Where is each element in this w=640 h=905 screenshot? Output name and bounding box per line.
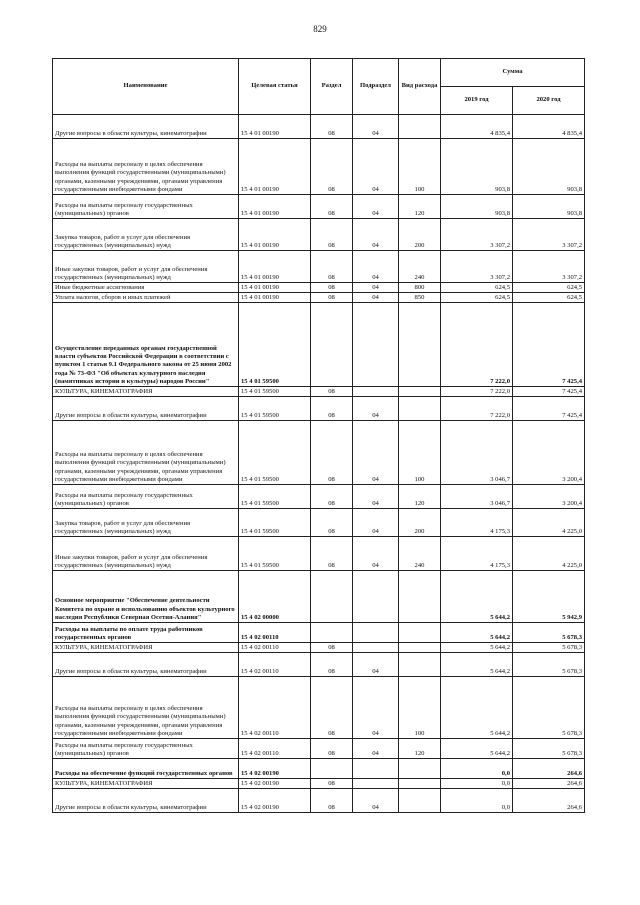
row-name: Иные закупки товаров, работ и услуг для обеспечения государственных (муниципальных) нужд: [53, 537, 239, 571]
row-subsection: 04: [353, 739, 399, 759]
row-expense-type: [399, 115, 441, 139]
budget-table: [52, 58, 585, 813]
header-year-2020: 2020 год: [513, 87, 585, 115]
row-target-code: 15 4 01 59500: [239, 421, 311, 485]
table-row: [53, 509, 585, 537]
table-row: [53, 571, 585, 623]
table-row: [53, 485, 585, 509]
row-expense-type: [399, 653, 441, 677]
row-section: 08: [311, 219, 353, 251]
row-target-code: 15 4 01 00190: [239, 139, 311, 195]
row-target-code: 15 4 02 00110: [239, 643, 311, 653]
row-amount-2019: 5 644,2: [441, 653, 513, 677]
header-subsection: Подраздел: [353, 59, 399, 115]
table-row: [53, 623, 585, 643]
row-section: 08: [311, 789, 353, 813]
row-subsection: 04: [353, 677, 399, 739]
row-target-code: 15 4 01 59500: [239, 397, 311, 421]
row-amount-2020: 264,6: [513, 789, 585, 813]
row-subsection: 04: [353, 195, 399, 219]
row-expense-type: [399, 789, 441, 813]
row-amount-2019: 5 644,2: [441, 677, 513, 739]
row-amount-2020: 5 678,3: [513, 653, 585, 677]
row-subsection: 04: [353, 421, 399, 485]
table-row: [53, 537, 585, 571]
row-section: 08: [311, 397, 353, 421]
table-row: [53, 677, 585, 739]
row-expense-type: 200: [399, 509, 441, 537]
row-amount-2020: 624,5: [513, 283, 585, 293]
row-target-code: 15 4 02 00000: [239, 571, 311, 623]
row-name: КУЛЬТУРА, КИНЕМАТОГРАФИЯ: [53, 387, 239, 397]
row-name: КУЛЬТУРА, КИНЕМАТОГРАФИЯ: [53, 643, 239, 653]
row-target-code: 15 4 02 00110: [239, 677, 311, 739]
row-amount-2019: 5 644,2: [441, 739, 513, 759]
row-expense-type: 850: [399, 293, 441, 303]
row-expense-type: [399, 643, 441, 653]
row-expense-type: [399, 571, 441, 623]
row-subsection: 04: [353, 219, 399, 251]
table-row: [53, 387, 585, 397]
row-name: Другие вопросы в области культуры, кинематографии: [53, 789, 239, 813]
row-amount-2019: 624,5: [441, 293, 513, 303]
row-name: Иные закупки товаров, работ и услуг для обеспечения государственных (муниципальных) нужд: [53, 251, 239, 283]
row-target-code: 15 4 01 00190: [239, 195, 311, 219]
header-amount: Сумма: [441, 59, 585, 87]
row-expense-type: [399, 303, 441, 387]
row-amount-2020: 903,8: [513, 139, 585, 195]
row-amount-2020: 5 678,3: [513, 739, 585, 759]
row-expense-type: 100: [399, 139, 441, 195]
row-section: [311, 759, 353, 779]
row-amount-2020: 7 425,4: [513, 303, 585, 387]
row-section: 08: [311, 387, 353, 397]
table-row: [53, 115, 585, 139]
row-target-code: 15 4 01 00190: [239, 219, 311, 251]
row-expense-type: 100: [399, 677, 441, 739]
table-row: [53, 421, 585, 485]
row-amount-2020: 3 307,2: [513, 251, 585, 283]
row-expense-type: [399, 397, 441, 421]
row-name: Иные бюджетные ассигнования: [53, 283, 239, 293]
row-amount-2019: 903,8: [441, 139, 513, 195]
table-row: [53, 303, 585, 387]
row-subsection: 04: [353, 293, 399, 303]
row-section: 08: [311, 283, 353, 293]
row-amount-2019: 4 175,3: [441, 509, 513, 537]
row-section: [311, 623, 353, 643]
row-name: Расходы на обеспечение функций государственных органов: [53, 759, 239, 779]
row-section: 08: [311, 779, 353, 789]
row-expense-type: [399, 623, 441, 643]
row-name: Другие вопросы в области культуры, кинематографии: [53, 653, 239, 677]
row-section: 08: [311, 293, 353, 303]
row-name: Расходы на выплаты персоналу в целях обеспечения выполнения функций государственными (муниципальными) органами, казенными учреждениями, органами управления государственными внебюджетными фондами: [53, 421, 239, 485]
row-expense-type: 120: [399, 195, 441, 219]
row-amount-2020: 264,6: [513, 779, 585, 789]
row-target-code: 15 4 02 00190: [239, 759, 311, 779]
table-row: [53, 739, 585, 759]
row-amount-2019: 5 644,2: [441, 571, 513, 623]
row-amount-2019: 5 644,2: [441, 623, 513, 643]
row-target-code: 15 4 02 00110: [239, 739, 311, 759]
row-section: 08: [311, 739, 353, 759]
row-amount-2019: 4 835,4: [441, 115, 513, 139]
row-name: Закупка товаров, работ и услуг для обеспечения государственных (муниципальных) нужд: [53, 509, 239, 537]
row-amount-2020: 903,8: [513, 195, 585, 219]
row-amount-2020: 3 200,4: [513, 421, 585, 485]
row-subsection: 04: [353, 139, 399, 195]
row-section: 08: [311, 653, 353, 677]
row-expense-type: 100: [399, 421, 441, 485]
header-expense-type: Вид расхода: [399, 59, 441, 115]
row-amount-2020: 5 678,3: [513, 643, 585, 653]
row-target-code: 15 4 02 00110: [239, 623, 311, 643]
row-target-code: 15 4 01 00190: [239, 283, 311, 293]
row-subsection: 04: [353, 251, 399, 283]
row-name: Осуществление переданных органам государственной власти субъектов Российской Федерации в соответствии с пунктом 1 статьи 9.1 Федерального закона от 25 июня 2002 года № 73-ФЗ "Об объектах культурного наследия (памятниках истории и культуры) народов России": [53, 303, 239, 387]
row-name: КУЛЬТУРА, КИНЕМАТОГРАФИЯ: [53, 779, 239, 789]
row-name: Расходы на выплаты персоналу государственных (муниципальных) органов: [53, 485, 239, 509]
row-target-code: 15 4 01 00190: [239, 251, 311, 283]
row-expense-type: [399, 779, 441, 789]
row-amount-2019: 0,0: [441, 759, 513, 779]
row-section: 08: [311, 139, 353, 195]
row-amount-2019: 0,0: [441, 779, 513, 789]
row-subsection: [353, 387, 399, 397]
table-row: [53, 789, 585, 813]
table-row: [53, 779, 585, 789]
row-amount-2020: 7 425,4: [513, 397, 585, 421]
row-section: 08: [311, 251, 353, 283]
table-row: [53, 251, 585, 283]
row-subsection: 04: [353, 283, 399, 293]
table-row: [53, 139, 585, 195]
row-section: 08: [311, 115, 353, 139]
row-section: 08: [311, 509, 353, 537]
row-section: 08: [311, 195, 353, 219]
row-subsection: [353, 643, 399, 653]
row-amount-2020: 4 835,4: [513, 115, 585, 139]
table-row: [53, 293, 585, 303]
row-subsection: 04: [353, 397, 399, 421]
row-amount-2019: 7 222,0: [441, 303, 513, 387]
row-subsection: 04: [353, 115, 399, 139]
row-amount-2019: 7 222,0: [441, 397, 513, 421]
row-name: Другие вопросы в области культуры, кинематографии: [53, 397, 239, 421]
header-target: Целевая статья: [239, 59, 311, 115]
table-row: [53, 759, 585, 779]
row-target-code: 15 4 02 00190: [239, 779, 311, 789]
row-target-code: 15 4 01 59500: [239, 537, 311, 571]
row-amount-2020: 264,6: [513, 759, 585, 779]
row-amount-2020: 7 425,4: [513, 387, 585, 397]
table-row: [53, 643, 585, 653]
row-expense-type: 200: [399, 219, 441, 251]
row-subsection: [353, 759, 399, 779]
row-amount-2020: 5 678,3: [513, 623, 585, 643]
row-expense-type: [399, 387, 441, 397]
row-name: Другие вопросы в области культуры, кинематографии: [53, 115, 239, 139]
row-amount-2020: 3 200,4: [513, 485, 585, 509]
row-amount-2019: 3 307,2: [441, 251, 513, 283]
row-amount-2019: 3 046,7: [441, 421, 513, 485]
table-row: [53, 219, 585, 251]
row-subsection: 04: [353, 789, 399, 813]
row-section: 08: [311, 643, 353, 653]
row-amount-2020: 4 225,0: [513, 537, 585, 571]
row-subsection: [353, 779, 399, 789]
row-subsection: 04: [353, 537, 399, 571]
header-name: Наименование: [53, 59, 239, 115]
row-expense-type: 240: [399, 251, 441, 283]
row-expense-type: 240: [399, 537, 441, 571]
row-name: Расходы на выплаты по оплате труда работников государственных органов: [53, 623, 239, 643]
row-amount-2019: 4 175,3: [441, 537, 513, 571]
row-name: Расходы на выплаты персоналу государственных (муниципальных) органов: [53, 195, 239, 219]
row-target-code: 15 4 01 00190: [239, 115, 311, 139]
page-number: 829: [313, 24, 327, 34]
row-target-code: 15 4 01 59500: [239, 387, 311, 397]
row-expense-type: [399, 759, 441, 779]
row-amount-2020: 3 307,2: [513, 219, 585, 251]
row-amount-2019: 0,0: [441, 789, 513, 813]
header-section: Раздел: [311, 59, 353, 115]
row-target-code: 15 4 01 00190: [239, 293, 311, 303]
row-subsection: 04: [353, 485, 399, 509]
row-target-code: 15 4 01 59500: [239, 485, 311, 509]
row-amount-2019: 3 307,2: [441, 219, 513, 251]
row-amount-2019: 5 644,2: [441, 643, 513, 653]
row-amount-2019: 624,5: [441, 283, 513, 293]
row-subsection: [353, 571, 399, 623]
row-name: Закупка товаров, работ и услуг для обеспечения государственных (муниципальных) нужд: [53, 219, 239, 251]
row-amount-2020: 5 942,9: [513, 571, 585, 623]
row-section: 08: [311, 421, 353, 485]
row-expense-type: 800: [399, 283, 441, 293]
row-name: Расходы на выплаты персоналу государственных (муниципальных) органов: [53, 739, 239, 759]
header-year-2019: 2019 год: [441, 87, 513, 115]
row-amount-2019: 7 222,0: [441, 387, 513, 397]
row-expense-type: 120: [399, 739, 441, 759]
row-section: 08: [311, 485, 353, 509]
row-name: Расходы на выплаты персоналу в целях обеспечения выполнения функций государственными (муниципальными) органами, казенными учреждениями, органами управления государственными внебюджетными фондами: [53, 139, 239, 195]
row-amount-2019: 3 046,7: [441, 485, 513, 509]
row-target-code: 15 4 02 00190: [239, 789, 311, 813]
row-section: [311, 571, 353, 623]
table-row: [53, 195, 585, 219]
row-section: 08: [311, 677, 353, 739]
row-subsection: 04: [353, 509, 399, 537]
row-amount-2020: 4 225,0: [513, 509, 585, 537]
row-target-code: 15 4 01 59500: [239, 303, 311, 387]
row-subsection: [353, 623, 399, 643]
row-section: [311, 303, 353, 387]
row-name: Уплата налогов, сборов и иных платежей: [53, 293, 239, 303]
row-target-code: 15 4 02 00110: [239, 653, 311, 677]
row-amount-2020: 624,5: [513, 293, 585, 303]
row-target-code: 15 4 01 59500: [239, 509, 311, 537]
table-row: [53, 653, 585, 677]
table-row: [53, 283, 585, 293]
row-subsection: 04: [353, 653, 399, 677]
row-amount-2020: 5 678,3: [513, 677, 585, 739]
row-name: Расходы на выплаты персоналу в целях обеспечения выполнения функций государственными (муниципальными) органами, казенными учреждениями, органами управления государственными внебюджетными фондами: [53, 677, 239, 739]
table-body: [53, 115, 585, 813]
row-amount-2019: 903,8: [441, 195, 513, 219]
row-expense-type: 120: [399, 485, 441, 509]
row-name: Основное мероприятие "Обеспечение деятельности Комитета по охране и использованию объектов культурного наследия Республики Северная Осетия-Алания": [53, 571, 239, 623]
row-section: 08: [311, 537, 353, 571]
row-subsection: [353, 303, 399, 387]
table-row: [53, 397, 585, 421]
